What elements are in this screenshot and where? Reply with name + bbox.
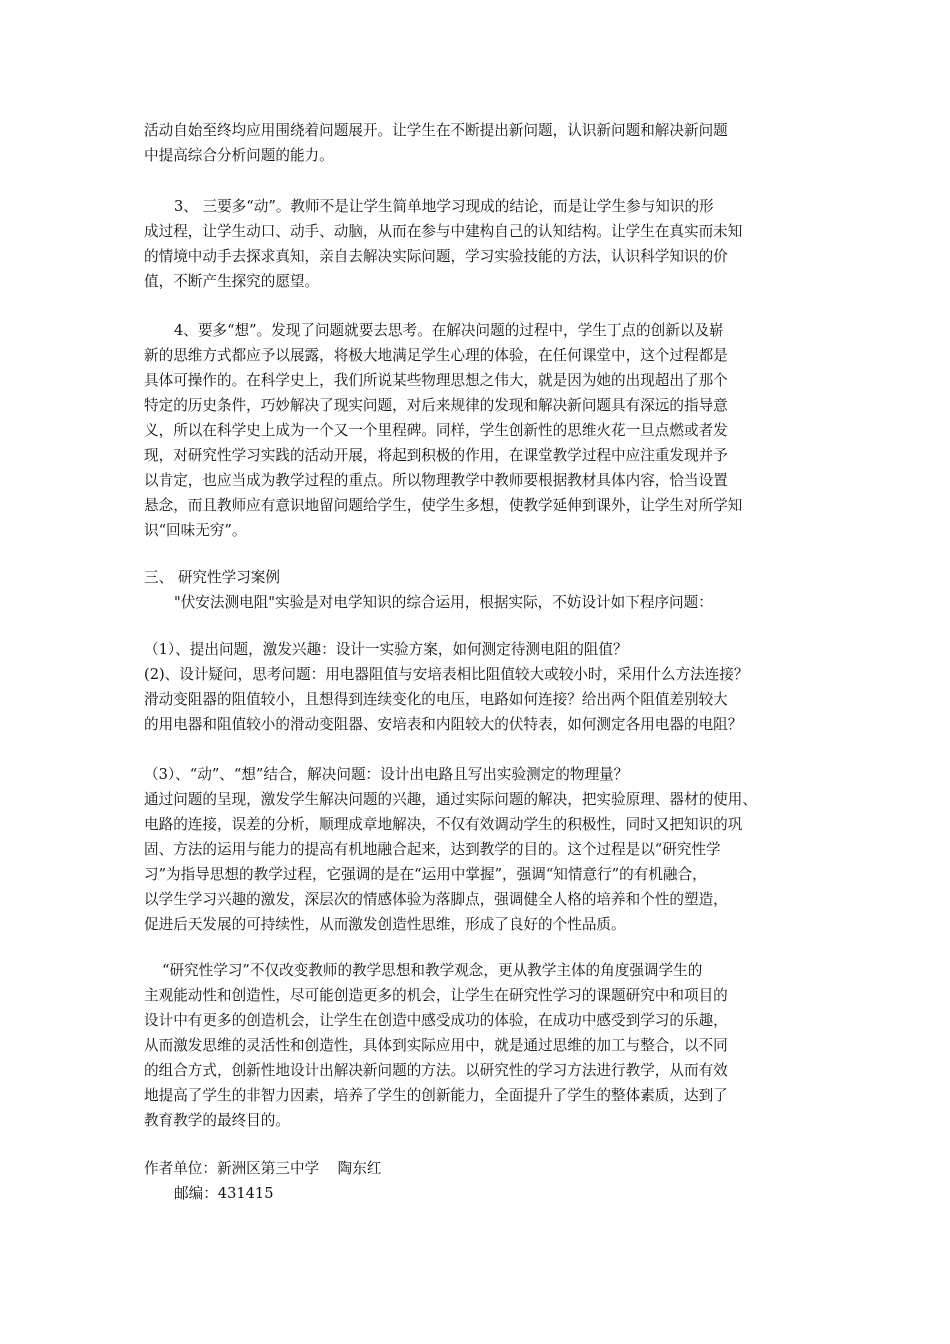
text-line: 固、方法的运用与能力的提高有机地融合起来，达到教学的目的。这个过程是以“研究性学: [144, 841, 721, 858]
text-line: 以肯定，也应当成为教学过程的重点。所以物理教学中教师要根据教材具体内容，恰当设置: [144, 472, 728, 489]
paragraph-intro: [144, 118, 816, 168]
text-line: 主观能动性和创造性，尽可能创造更多的机会，让学生在研究性学习的课题研究中和项目的: [144, 987, 728, 1004]
text-line: 识“回味无穷”。: [144, 522, 247, 539]
paragraph-steps-1-2: [144, 637, 816, 737]
author-info: [144, 1156, 816, 1206]
text-line: 3、 三要多“动”。教师不是让学生简单地学习现成的结论，而是让学生参与知识的形: [174, 198, 714, 215]
text-line: 电路的连接，误差的分析，顺理成章地解决，不仅有效调动学生的积极性，同时又把知识的巩: [144, 816, 743, 833]
text-line: 设计中有更多的创造机会，让学生在创造中感受成功的体验，在成功中感受到学习的乐趣，: [144, 1012, 728, 1029]
text-line: 中提高综合分析问题的能力。: [144, 147, 334, 164]
paragraph-point-3: [144, 194, 816, 294]
text-line: 以学生学习兴趣的激发，深层次的情感体验为落脚点，强调健全人格的培养和个性的塑造，: [144, 891, 728, 908]
text-line: 通过问题的呈现，激发学生解决问题的兴趣，通过实际问题的解决，把实验原理、器材的使用、: [144, 791, 757, 808]
text-line: 习”为指导思想的教学过程，它强调的是在“运用中掌握”，强调“知情意行”的有机融合，: [144, 866, 707, 883]
text-line: 现，对研究性学习实践的活动开展，将起到积极的作用，在课堂教学过程中应注重发现并予: [144, 447, 728, 464]
text-line: (2)、设计疑问，思考问题：用电器阻值与安培表相比阻值较大或较小时，采用什么方法连接？: [144, 666, 749, 683]
author-unit: 作者单位：新洲区第三中学 陶东红: [144, 1160, 382, 1177]
section-case-heading: [144, 565, 816, 615]
text-line: 的组合方式，创新性地设计出解决新问题的方法。以研究性的学习方法进行教学，从而有效: [144, 1062, 728, 1079]
section-heading: 三、 研究性学习案例: [144, 569, 280, 586]
text-line: 地提高了学生的非智力因素，培养了学生的创新能力，全面提升了学生的整体素质，达到了: [144, 1087, 728, 1104]
text-line: 悬念，而且教师应有意识地留问题给学生，使学生多想，使教学延伸到课外，让学生对所学知: [144, 497, 743, 514]
text-line: 成过程，让学生动口、动手、动脑，从而在参与中建构自己的认知结构。让学生在真实而未知: [144, 223, 743, 240]
text-line: 4、要多“想”。发现了问题就要去思考。在解决问题的过程中，学生丁点的创新以及崭: [174, 322, 724, 339]
text-line: （3）、“动”、“想”结合，解决问题：设计出电路且写出实验测定的物理量？: [144, 766, 629, 783]
text-line: 教育教学的最终目的。: [144, 1112, 290, 1129]
text-line: “研究性学习”不仅改变教师的教学思想和教学观念，更从教学主体的角度强调学生的: [162, 962, 703, 979]
paragraph-point-4: [144, 318, 816, 543]
text-line: "伏安法测电阻"实验是对电学知识的综合运用，根据实际，不妨设计如下程序问题：: [174, 594, 713, 611]
paragraph-step-3: [144, 762, 816, 937]
text-line: 促进后天发展的可持续性，从而激发创造性思维，形成了良好的个性品质。: [144, 916, 626, 933]
text-line: 活动自始至终均应用围绕着问题展开。让学生在不断提出新问题，认识新问题和解决新问题: [144, 122, 728, 139]
text-line: 新的思维方式都应予以展露，将极大地满足学生心理的体验，在任何课堂中，这个过程都是: [144, 347, 728, 364]
text-line: 从而激发思维的灵活性和创造性，具体到实际应用中，就是通过思维的加工与整合，以不同: [144, 1037, 728, 1054]
text-line: 义，所以在科学史上成为一个又一个里程碑。同样，学生创新性的思维火花一旦点燃或者发: [144, 422, 728, 439]
text-line: 具体可操作的。在科学史上，我们所说某些物理思想之伟大，就是因为她的出现超出了那个: [144, 372, 728, 389]
postal-code: 邮编：431415: [174, 1185, 274, 1202]
text-line: 滑动变阻器的阻值较小，且想得到连续变化的电压，电路如何连接？给出两个阻值差别较大: [144, 691, 728, 708]
text-line: 的用电器和阻值较小的滑动变阻器、安培表和内阻较大的伏特表，如何测定各用电器的电阻？: [144, 716, 743, 733]
text-line: 值，不断产生探究的愿望。: [144, 273, 320, 290]
text-line: 特定的历史条件，巧妙解决了现实问题，对后来规律的发现和解决新问题具有深远的指导意: [144, 397, 728, 414]
text-line: 的情境中动手去探求真知，亲自去解决实际问题，学习实验技能的方法，认识科学知识的价: [144, 248, 728, 265]
text-line: （1）、提出问题，激发兴趣：设计一实验方案，如何测定待测电阻的阻值？: [144, 641, 628, 658]
paragraph-conclusion: [144, 958, 816, 1133]
